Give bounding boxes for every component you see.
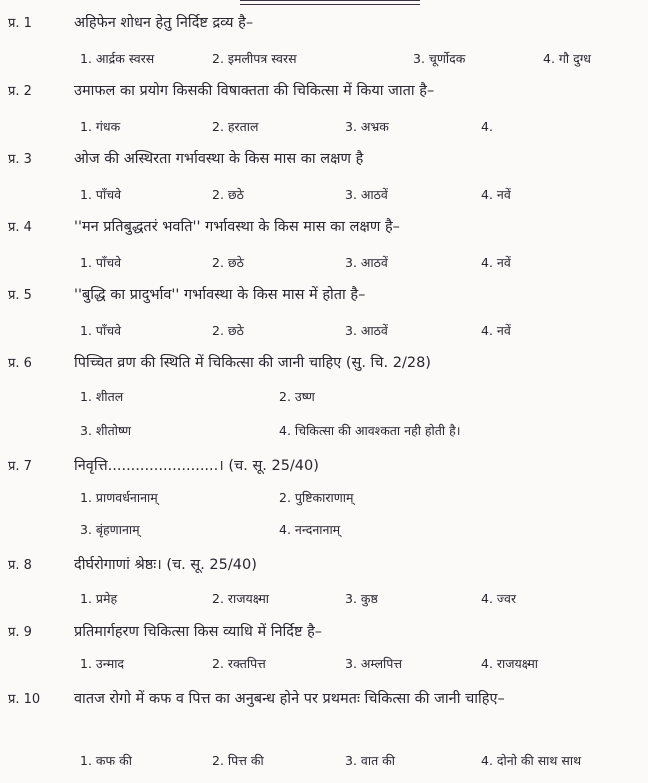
question-number: प्र. 3 bbox=[8, 152, 32, 167]
question-number: प्र. 7 bbox=[8, 459, 32, 474]
option-2: 2. पुष्टिकाराणाम् bbox=[279, 490, 354, 505]
question-text: अहिफेन शोधन हेतु निर्दिष्ट द्रव्य है– bbox=[74, 15, 254, 31]
question-text: वातज रोगो में कफ व पित्त का अनुबन्ध होने पर प्रथमतः चिकित्सा की जानी चाहिए– bbox=[74, 691, 505, 707]
option-3: 3. आठवें bbox=[345, 323, 388, 338]
option-3: 3. कुष्ठ bbox=[345, 591, 378, 606]
option-2: 2. छठे bbox=[212, 255, 244, 270]
question-text: दीर्घरोगाणां श्रेष्ठः। (च. सू. 25/40) bbox=[74, 557, 257, 573]
option-4: 4. ज्वर bbox=[481, 591, 517, 606]
option-4: 4. दोनो की साथ साथ bbox=[481, 753, 582, 768]
option-3: 3. बृंहणानाम् bbox=[80, 522, 140, 537]
option-2: 2. हरताल bbox=[212, 119, 259, 134]
question-text: प्रतिमार्गहरण चिकित्सा किस व्याधि में निर्दिष्ट है– bbox=[74, 624, 323, 640]
question-number: प्र. 1 bbox=[8, 16, 32, 31]
question-number: प्र. 10 bbox=[8, 692, 41, 707]
question-number: प्र. 9 bbox=[8, 625, 32, 640]
option-2: 2. छठे bbox=[212, 323, 244, 338]
option-4: 4. नवें bbox=[481, 187, 511, 202]
option-1: 1. शीतल bbox=[80, 389, 124, 404]
question-number: प्र. 2 bbox=[8, 84, 32, 99]
question-text: निवृत्ति........................। (च. सू. 25/40) bbox=[74, 458, 319, 474]
question-text: ''मन प्रतिबुद्धतरं भवति'' गर्भावस्था के किस मास का लक्षण है– bbox=[74, 219, 400, 235]
option-1: 1. पाँचवे bbox=[80, 255, 122, 270]
option-1: 1. पाँचवे bbox=[80, 187, 122, 202]
option-2: 2. उष्ण bbox=[279, 389, 315, 404]
question-number: प्र. 6 bbox=[8, 356, 32, 371]
option-4: 4. राजयक्ष्मा bbox=[481, 656, 539, 671]
option-4: 4. नवें bbox=[481, 323, 511, 338]
question-number: प्र. 4 bbox=[8, 220, 32, 235]
option-3: 3. अभ्रक bbox=[345, 119, 389, 134]
option-2: 2. रक्तपित्त bbox=[212, 656, 266, 671]
option-1: 1. प्राणवर्धनानाम् bbox=[80, 490, 158, 505]
option-1: 1. आर्द्रक स्वरस bbox=[80, 51, 155, 66]
option-3: 3. आठवें bbox=[345, 255, 388, 270]
option-4: 4. चिकित्सा की आवश्कता नही होती है। bbox=[279, 423, 461, 438]
option-2: 2. पित्त की bbox=[212, 753, 264, 768]
option-3: 3. शीतोष्ण bbox=[80, 423, 132, 438]
option-4: 4. नन्दनानाम् bbox=[279, 522, 341, 537]
option-1: 1. पाँचवे bbox=[80, 323, 122, 338]
question-text: पिच्चित व्रण की स्थिति में चिकित्सा की जानी चाहिए (सु. चि. 2/28) bbox=[74, 355, 431, 371]
question-text: उमाफल का प्रयोग किसकी विषाक्तता की चिकित्सा में किया जाता है– bbox=[74, 83, 435, 99]
question-text: ''बुद्धि का प्रादुर्भाव'' गर्भावस्था के किस मास में होता है– bbox=[74, 287, 366, 303]
option-1: 1. प्रमेह bbox=[80, 591, 118, 606]
option-4: 4. नवें bbox=[481, 255, 511, 270]
option-3: 3. चूर्णोदक bbox=[413, 51, 466, 66]
question-number: प्र. 5 bbox=[8, 288, 32, 303]
page-top-rule bbox=[240, 0, 420, 5]
option-2: 2. छठे bbox=[212, 187, 244, 202]
option-4: 4. गौ दुग्ध bbox=[543, 51, 591, 66]
option-1: 1. गंधक bbox=[80, 119, 121, 134]
question-number: प्र. 8 bbox=[8, 558, 32, 573]
option-1: 1. कफ की bbox=[80, 753, 132, 768]
option-4: 4. bbox=[481, 119, 493, 134]
option-3: 3. अम्लपित्त bbox=[345, 656, 403, 671]
question-text: ओज की अस्थिरता गर्भावस्था के किस मास का लक्षण है bbox=[74, 151, 364, 167]
option-1: 1. उन्माद bbox=[80, 656, 125, 671]
option-2: 2. राजयक्ष्मा bbox=[212, 591, 270, 606]
option-3: 3. वात की bbox=[345, 753, 396, 768]
option-3: 3. आठवें bbox=[345, 187, 388, 202]
option-2: 2. इमलीपत्र स्वरस bbox=[212, 51, 297, 66]
